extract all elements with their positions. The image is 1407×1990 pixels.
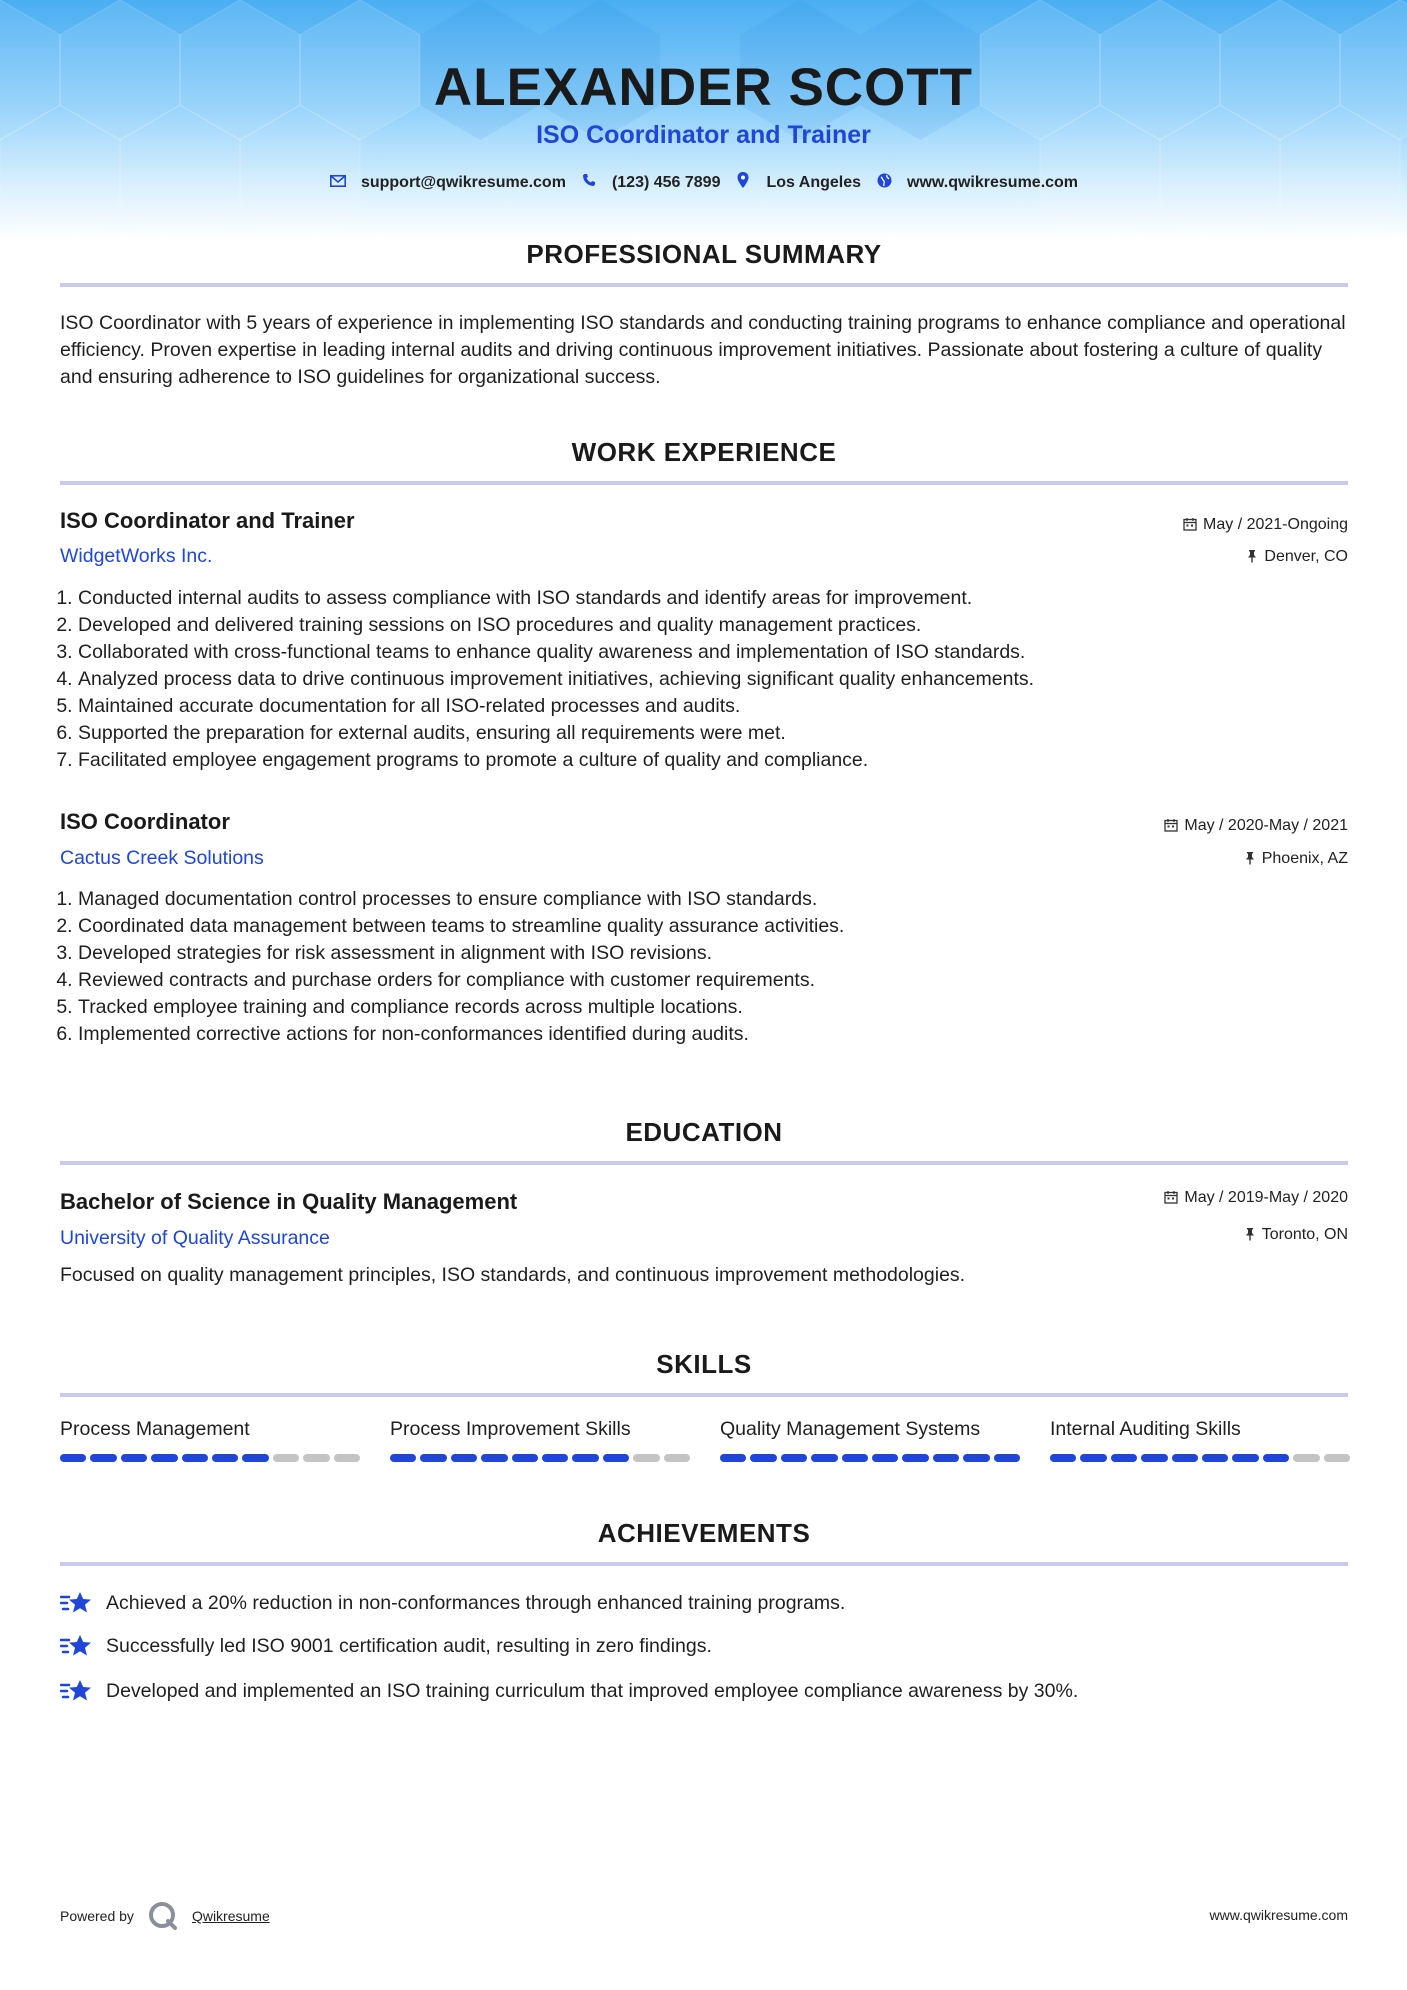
- skill-name: Internal Auditing Skills: [1050, 1418, 1241, 1440]
- list-item: 2. Coordinated data management between teams to streamline quality assurance activities.: [78, 913, 1348, 940]
- job-title: ISO Coordinator and Trainer: [60, 508, 355, 533]
- skill-item: [390, 1418, 690, 1462]
- school-name: University of Quality Assurance: [60, 1227, 330, 1249]
- skill-level-segment: [750, 1454, 776, 1462]
- job-title: ISO Coordinator: [60, 809, 230, 834]
- company-name: WidgetWorks Inc.: [60, 545, 213, 567]
- list-item: 5. Maintained accurate documentation for all ISO-related processes and audits.: [78, 693, 1348, 720]
- skill-level-bar: [60, 1454, 360, 1462]
- education-dates-text: May / 2019-May / 2020: [1184, 1189, 1348, 1206]
- company-name: Cactus Creek Solutions: [60, 847, 264, 869]
- contact-phone[interactable]: [580, 173, 721, 192]
- website-text: www.qwikresume.com: [907, 173, 1079, 191]
- skill-level-bar: [390, 1454, 690, 1462]
- skill-level-segment: [963, 1454, 989, 1462]
- skill-level-segment: [1172, 1454, 1198, 1462]
- skill-name: Process Improvement Skills: [390, 1418, 631, 1440]
- pushpin-icon: [1244, 1227, 1256, 1244]
- education-dates: [1164, 1189, 1348, 1207]
- skill-level-segment: [542, 1454, 568, 1462]
- summary-divider: [60, 283, 1348, 287]
- achievement-text: Developed and implemented an ISO training curriculum that improved employee compliance awareness by 30%.: [106, 1679, 1079, 1702]
- star-icon: [60, 1632, 94, 1660]
- skill-level-segment: [182, 1454, 208, 1462]
- skill-level-segment: [273, 1454, 299, 1462]
- skill-name: Quality Management Systems: [720, 1418, 981, 1440]
- education-heading: EDUCATION: [625, 1117, 783, 1147]
- achievement-text: Successfully led ISO 9001 certification audit, resulting in zero findings.: [106, 1634, 712, 1657]
- job-responsibilities: [60, 886, 1348, 1048]
- skills-heading: SKILLS: [656, 1349, 752, 1379]
- powered-by-text: Powered by: [60, 1908, 134, 1924]
- globe-icon: [875, 173, 893, 193]
- list-item: 2. Developed and delivered training sessions on ISO procedures and quality management practices.: [78, 612, 1348, 639]
- job-dates: [1183, 516, 1348, 534]
- skill-level-segment: [572, 1454, 598, 1462]
- skill-level-segment: [151, 1454, 177, 1462]
- skill-level-segment: [811, 1454, 837, 1462]
- skill-level-segment: [664, 1454, 690, 1462]
- skill-item: [60, 1418, 360, 1462]
- map-pin-icon: [734, 172, 752, 193]
- skill-level-segment: [1080, 1454, 1106, 1462]
- skill-level-bar: [1050, 1454, 1350, 1462]
- achievement-item: [60, 1589, 845, 1617]
- skill-level-segment: [1263, 1454, 1289, 1462]
- experience-heading: WORK EXPERIENCE: [571, 437, 837, 467]
- job-location: [1246, 548, 1348, 566]
- skill-level-segment: [872, 1454, 898, 1462]
- job-dates-text: May / 2020-May / 2021: [1184, 817, 1348, 834]
- skill-level-segment: [1324, 1454, 1350, 1462]
- experience-divider: [60, 481, 1348, 485]
- skill-level-segment: [1050, 1454, 1076, 1462]
- candidate-title: ISO Coordinator and Trainer: [536, 121, 871, 149]
- contact-email[interactable]: [329, 174, 566, 192]
- skill-level-segment: [390, 1454, 416, 1462]
- skill-level-segment: [90, 1454, 116, 1462]
- job-dates: [1164, 817, 1348, 835]
- skill-level-segment: [1111, 1454, 1137, 1462]
- list-item: 6. Implemented corrective actions for non-conformances identified during audits.: [78, 1021, 1348, 1048]
- skill-level-segment: [512, 1454, 538, 1462]
- skill-level-segment: [481, 1454, 507, 1462]
- skill-item: [720, 1418, 1020, 1462]
- achievement-item: [60, 1677, 1078, 1705]
- qwikresume-logo: [148, 1901, 178, 1931]
- skill-level-segment: [603, 1454, 629, 1462]
- skill-level-segment: [1141, 1454, 1167, 1462]
- list-item: 1. Managed documentation control processes to ensure compliance with ISO standards.: [78, 886, 1348, 913]
- achievement-text: Achieved a 20% reduction in non-conformances through enhanced training programs.: [106, 1591, 846, 1614]
- skill-level-segment: [933, 1454, 959, 1462]
- skills-divider: [60, 1393, 1348, 1397]
- list-item: 7. Facilitated employee engagement programs to promote a culture of quality and compliance.: [78, 747, 1348, 774]
- skill-level-segment: [842, 1454, 868, 1462]
- star-icon: [60, 1677, 94, 1705]
- pushpin-icon: [1244, 851, 1256, 868]
- summary-text: ISO Coordinator with 5 years of experience in implementing ISO standards and conducting training programs to enhance compliance and operational efficiency. Proven expertise in leading internal audits and driving continuous improvement initiatives. Passionate about fostering a culture of quality and ensuring adherence to ISO guidelines for organizational success.: [60, 312, 1346, 388]
- star-icon: [60, 1589, 94, 1617]
- calendar-icon: [1164, 1190, 1178, 1207]
- job-location-text: Phoenix, AZ: [1261, 850, 1348, 867]
- calendar-icon: [1183, 517, 1197, 534]
- job-responsibilities: [60, 585, 1348, 774]
- skill-level-segment: [60, 1454, 86, 1462]
- skill-level-segment: [781, 1454, 807, 1462]
- education-location-text: Toronto, ON: [1261, 1226, 1348, 1243]
- skill-level-segment: [1232, 1454, 1258, 1462]
- list-item: 5. Tracked employee training and compliance records across multiple locations.: [78, 994, 1348, 1021]
- list-item: 3. Collaborated with cross-functional teams to enhance quality awareness and implementation of ISO standards.: [78, 639, 1348, 666]
- skill-level-segment: [902, 1454, 928, 1462]
- resume-header: [0, 58, 1407, 150]
- skill-level-segment: [633, 1454, 659, 1462]
- skill-item: [1050, 1418, 1350, 1462]
- skill-level-segment: [334, 1454, 360, 1462]
- skill-level-segment: [303, 1454, 329, 1462]
- job-location-text: Denver, CO: [1264, 548, 1348, 565]
- footer-powered-by: [60, 1901, 270, 1931]
- skill-level-segment: [420, 1454, 446, 1462]
- list-item: 6. Supported the preparation for external audits, ensuring all requirements were met.: [78, 720, 1348, 747]
- pushpin-icon: [1246, 549, 1258, 566]
- achievement-item: [60, 1632, 712, 1660]
- email-text: support@qwikresume.com: [360, 173, 566, 191]
- skill-level-segment: [720, 1454, 746, 1462]
- list-item: 4. Reviewed contracts and purchase orders for compliance with customer requirements.: [78, 967, 1348, 994]
- calendar-icon: [1164, 818, 1178, 835]
- skill-level-segment: [242, 1454, 268, 1462]
- list-item: 4. Analyzed process data to drive continuous improvement initiatives, achieving significant quality enhancements.: [78, 666, 1348, 693]
- envelope-icon: [329, 174, 347, 192]
- skill-level-segment: [212, 1454, 238, 1462]
- contact-website[interactable]: [875, 173, 1078, 193]
- skill-level-bar: [720, 1454, 1020, 1462]
- list-item: 3. Developed strategies for risk assessment in alignment with ISO revisions.: [78, 940, 1348, 967]
- skill-level-segment: [1202, 1454, 1228, 1462]
- phone-text: (123) 456 7899: [611, 173, 721, 191]
- skills-list: [60, 1418, 1350, 1462]
- qwikresume-link[interactable]: Qwikresume: [191, 1908, 270, 1924]
- education-location: [1244, 1226, 1348, 1244]
- footer-website[interactable]: www.qwikresume.com: [1209, 1907, 1348, 1923]
- education-divider: [60, 1161, 1348, 1165]
- list-item: 1. Conducted internal audits to assess compliance with ISO standards and identify areas for improvement.: [78, 585, 1348, 612]
- skill-level-segment: [121, 1454, 147, 1462]
- skill-level-segment: [994, 1454, 1020, 1462]
- job-location: [1244, 850, 1348, 868]
- education-description: Focused on quality management principles, ISO standards, and continuous improvement methodologies.: [60, 1264, 966, 1286]
- achievements-divider: [60, 1562, 1348, 1566]
- contact-bar: [0, 172, 1407, 193]
- location-text: Los Angeles: [766, 173, 862, 191]
- achievements-heading: ACHIEVEMENTS: [597, 1518, 811, 1548]
- contact-location: [734, 172, 861, 193]
- degree-title: Bachelor of Science in Quality Management: [60, 1189, 518, 1214]
- phone-icon: [580, 173, 598, 192]
- job-dates-text: May / 2021-Ongoing: [1203, 516, 1348, 533]
- skill-name: Process Management: [60, 1418, 250, 1440]
- skill-level-segment: [1293, 1454, 1319, 1462]
- skill-level-segment: [451, 1454, 477, 1462]
- candidate-name: ALEXANDER SCOTT: [433, 58, 974, 117]
- summary-heading: PROFESSIONAL SUMMARY: [526, 239, 882, 269]
